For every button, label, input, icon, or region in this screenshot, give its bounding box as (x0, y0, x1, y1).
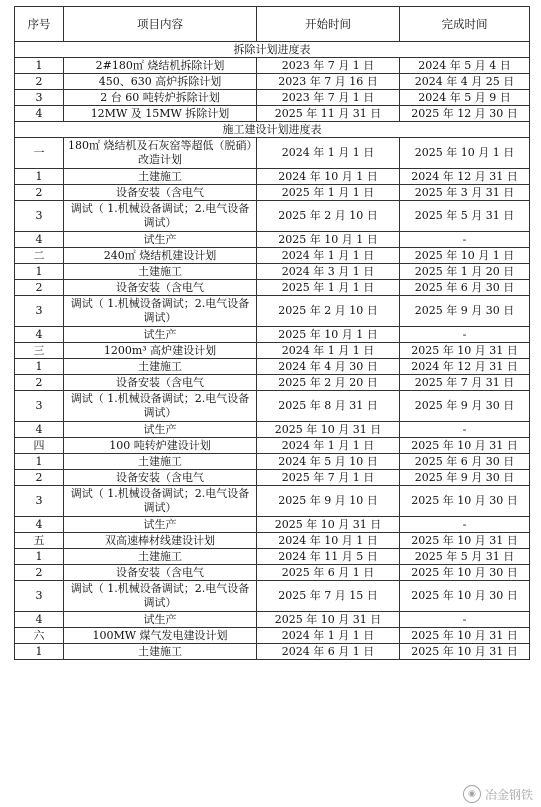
section-title-row (15, 42, 530, 58)
table-row (15, 359, 530, 375)
row-end-date: - (400, 422, 530, 438)
row-serial: 1 (15, 644, 64, 660)
row-content: 土建施工 (64, 454, 257, 470)
table-row (15, 169, 530, 185)
table-row (15, 470, 530, 486)
table-row (15, 517, 530, 533)
row-content: 试生产 (64, 517, 257, 533)
row-content: 调试（ 1.机械设备调试；2.电气设备调试） (64, 391, 257, 422)
row-content: 设备安装（含电气 (64, 565, 257, 581)
row-end-date: 2025 年 10 月 31 日 (400, 343, 530, 359)
row-end-date: 2025 年 9 月 30 日 (400, 296, 530, 327)
row-start-date: 2024 年 1 月 1 日 (257, 138, 400, 169)
table-row (15, 391, 530, 422)
document (14, 6, 529, 660)
header-serial: 序号 (15, 7, 64, 42)
row-serial: 3 (15, 201, 64, 232)
row-content: 240㎡ 烧结机建设计划 (64, 248, 257, 264)
row-start-date: 2024 年 1 月 1 日 (257, 438, 400, 454)
row-start-date: 2025 年 10 月 31 日 (257, 612, 400, 628)
row-content: 调试（ 1.机械设备调试；2.电气设备调试） (64, 201, 257, 232)
table-row (15, 296, 530, 327)
table-row (15, 248, 530, 264)
row-end-date: 2024 年 5 月 4 日 (400, 58, 530, 74)
row-start-date: 2023 年 7 月 16 日 (257, 74, 400, 90)
row-serial: 3 (15, 581, 64, 612)
row-serial: 1 (15, 58, 64, 74)
header-start-time: 开始时间 (257, 7, 400, 42)
row-content: 180㎡ 烧结机及石灰窑等超低（脱硝）改造计划 (64, 138, 257, 169)
row-content: 设备安装（含电气 (64, 185, 257, 201)
row-content: 双高速棒材线建设计划 (64, 533, 257, 549)
row-start-date: 2024 年 1 月 1 日 (257, 343, 400, 359)
table-row (15, 343, 530, 359)
row-serial: 四 (15, 438, 64, 454)
table-row (15, 438, 530, 454)
table-row (15, 232, 530, 248)
row-serial: 1 (15, 549, 64, 565)
row-end-date: - (400, 612, 530, 628)
row-start-date: 2025 年 1 月 1 日 (257, 185, 400, 201)
row-content: 土建施工 (64, 644, 257, 660)
row-serial: 4 (15, 422, 64, 438)
row-content: 设备安装（含电气 (64, 470, 257, 486)
row-content: 土建施工 (64, 264, 257, 280)
table-row (15, 422, 530, 438)
row-serial: 六 (15, 628, 64, 644)
row-end-date: 2024 年 4 月 25 日 (400, 74, 530, 90)
row-start-date: 2024 年 1 月 1 日 (257, 628, 400, 644)
section-title: 拆除计划进度表 (15, 42, 530, 58)
table-row (15, 58, 530, 74)
table-row (15, 486, 530, 517)
row-content: 调试（ 1.机械设备调试；2.电气设备调试） (64, 296, 257, 327)
row-content: 100 吨转炉建设计划 (64, 438, 257, 454)
row-end-date: 2025 年 9 月 30 日 (400, 470, 530, 486)
row-end-date: 2025 年 10 月 1 日 (400, 248, 530, 264)
row-end-date: 2025 年 6 月 30 日 (400, 280, 530, 296)
row-start-date: 2024 年 4 月 30 日 (257, 359, 400, 375)
row-end-date: 2025 年 7 月 31 日 (400, 375, 530, 391)
table-row (15, 90, 530, 106)
row-serial: 二 (15, 248, 64, 264)
table-header-row (15, 7, 530, 42)
table-row (15, 565, 530, 581)
table-row (15, 201, 530, 232)
row-serial: 一 (15, 138, 64, 169)
row-start-date: 2024 年 5 月 10 日 (257, 454, 400, 470)
row-content: 试生产 (64, 327, 257, 343)
row-start-date: 2025 年 2 月 10 日 (257, 296, 400, 327)
row-serial: 1 (15, 169, 64, 185)
row-end-date: 2025 年 9 月 30 日 (400, 391, 530, 422)
row-serial: 4 (15, 106, 64, 122)
row-content: 1200m³ 高炉建设计划 (64, 343, 257, 359)
table-row (15, 628, 530, 644)
section-title: 施工建设计划进度表 (15, 122, 530, 138)
row-serial: 2 (15, 470, 64, 486)
row-content: 试生产 (64, 612, 257, 628)
row-serial: 2 (15, 565, 64, 581)
table-row (15, 264, 530, 280)
row-start-date: 2025 年 6 月 1 日 (257, 565, 400, 581)
row-end-date: 2025 年 10 月 31 日 (400, 533, 530, 549)
table-body (15, 42, 530, 660)
table-row (15, 612, 530, 628)
watermark-text: 冶金钢铁 (484, 787, 533, 802)
row-start-date: 2025 年 9 月 10 日 (257, 486, 400, 517)
table-row (15, 375, 530, 391)
row-serial: 3 (15, 90, 64, 106)
table-row (15, 74, 530, 90)
row-end-date: 2025 年 3 月 31 日 (400, 185, 530, 201)
table-row (15, 644, 530, 660)
row-serial: 2 (15, 185, 64, 201)
row-start-date: 2023 年 7 月 1 日 (257, 90, 400, 106)
row-content: 450、630 高炉拆除计划 (64, 74, 257, 90)
row-serial: 2 (15, 280, 64, 296)
table-row (15, 533, 530, 549)
row-content: 土建施工 (64, 359, 257, 375)
table-row (15, 185, 530, 201)
row-start-date: 2025 年 2 月 20 日 (257, 375, 400, 391)
row-end-date: 2025 年 10 月 30 日 (400, 486, 530, 517)
row-serial: 3 (15, 391, 64, 422)
watermark (463, 785, 533, 803)
row-content: 设备安装（含电气 (64, 375, 257, 391)
row-serial: 3 (15, 486, 64, 517)
row-start-date: 2025 年 8 月 31 日 (257, 391, 400, 422)
row-end-date: 2025 年 10 月 1 日 (400, 138, 530, 169)
row-end-date: 2025 年 10 月 30 日 (400, 581, 530, 612)
row-start-date: 2024 年 6 月 1 日 (257, 644, 400, 660)
row-serial: 4 (15, 232, 64, 248)
row-content: 试生产 (64, 422, 257, 438)
table-row (15, 327, 530, 343)
row-start-date: 2024 年 3 月 1 日 (257, 264, 400, 280)
row-start-date: 2024 年 1 月 1 日 (257, 248, 400, 264)
wechat-logo-icon: ◉ (463, 785, 481, 803)
row-content: 试生产 (64, 232, 257, 248)
row-start-date: 2025 年 1 月 1 日 (257, 280, 400, 296)
row-start-date: 2025 年 7 月 1 日 (257, 470, 400, 486)
row-serial: 2 (15, 375, 64, 391)
row-end-date: 2025 年 5 月 31 日 (400, 201, 530, 232)
row-start-date: 2025 年 2 月 10 日 (257, 201, 400, 232)
row-end-date: 2024 年 12 月 31 日 (400, 169, 530, 185)
row-serial: 3 (15, 296, 64, 327)
row-serial: 1 (15, 454, 64, 470)
row-start-date: 2024 年 11 月 5 日 (257, 549, 400, 565)
row-content: 调试（ 1.机械设备调试；2.电气设备调试） (64, 581, 257, 612)
header-content: 项目内容 (64, 7, 257, 42)
table-row (15, 454, 530, 470)
row-start-date: 2025 年 10 月 1 日 (257, 327, 400, 343)
row-end-date: - (400, 327, 530, 343)
row-content: 100MW 煤气发电建设计划 (64, 628, 257, 644)
section-title-row (15, 122, 530, 138)
row-end-date: 2025 年 10 月 30 日 (400, 565, 530, 581)
row-end-date: - (400, 232, 530, 248)
table-row (15, 138, 530, 169)
row-start-date: 2025 年 11 月 31 日 (257, 106, 400, 122)
row-start-date: 2025 年 10 月 31 日 (257, 422, 400, 438)
row-start-date: 2025 年 10 月 1 日 (257, 232, 400, 248)
row-content: 12MW 及 15MW 拆除计划 (64, 106, 257, 122)
row-serial: 4 (15, 517, 64, 533)
row-end-date: 2025 年 6 月 30 日 (400, 454, 530, 470)
row-end-date: 2025 年 10 月 31 日 (400, 438, 530, 454)
header-end-time: 完成时间 (400, 7, 530, 42)
row-serial: 三 (15, 343, 64, 359)
row-start-date: 2024 年 10 月 1 日 (257, 169, 400, 185)
row-content: 2#180㎡ 烧结机拆除计划 (64, 58, 257, 74)
row-end-date: 2025 年 12 月 30 日 (400, 106, 530, 122)
row-serial: 1 (15, 264, 64, 280)
table-row (15, 280, 530, 296)
row-start-date: 2023 年 7 月 1 日 (257, 58, 400, 74)
row-end-date: 2024 年 12 月 31 日 (400, 359, 530, 375)
table-row (15, 581, 530, 612)
row-content: 土建施工 (64, 549, 257, 565)
row-start-date: 2025 年 10 月 31 日 (257, 517, 400, 533)
row-end-date: 2025 年 10 月 31 日 (400, 644, 530, 660)
row-end-date: 2025 年 1 月 20 日 (400, 264, 530, 280)
row-content: 土建施工 (64, 169, 257, 185)
row-content: 2 台 60 吨转炉拆除计划 (64, 90, 257, 106)
row-end-date: 2025 年 10 月 31 日 (400, 628, 530, 644)
row-start-date: 2025 年 7 月 15 日 (257, 581, 400, 612)
schedule-table (14, 6, 530, 660)
row-serial: 4 (15, 612, 64, 628)
row-serial: 1 (15, 359, 64, 375)
row-start-date: 2024 年 10 月 1 日 (257, 533, 400, 549)
table-row (15, 549, 530, 565)
row-serial: 4 (15, 327, 64, 343)
table-row (15, 106, 530, 122)
row-end-date: - (400, 517, 530, 533)
row-end-date: 2024 年 5 月 9 日 (400, 90, 530, 106)
row-serial: 2 (15, 74, 64, 90)
row-serial: 五 (15, 533, 64, 549)
row-end-date: 2025 年 5 月 31 日 (400, 549, 530, 565)
row-content: 设备安装（含电气 (64, 280, 257, 296)
row-content: 调试（ 1.机械设备调试；2.电气设备调试） (64, 486, 257, 517)
